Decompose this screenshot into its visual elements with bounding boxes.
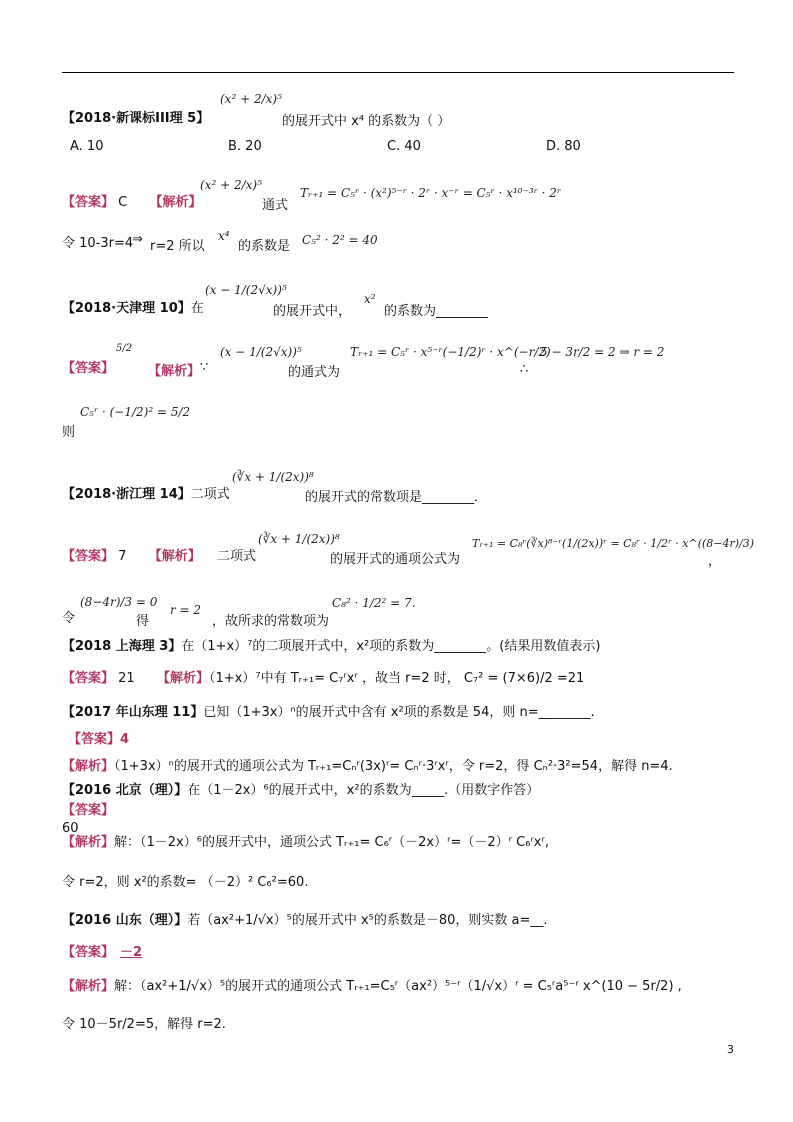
- then-text: 则: [62, 425, 76, 440]
- option-b: B. 20: [228, 139, 262, 154]
- problem-source: 【2018·浙江理 14】: [62, 487, 191, 502]
- analysis-formula: r = 2: [170, 603, 202, 617]
- option-d: D. 80: [546, 139, 581, 154]
- answer-value: 21: [118, 671, 135, 686]
- problem-7-stem: [62, 912, 548, 930]
- problem-3-stem: [62, 486, 230, 504]
- option-a: A. 10: [70, 139, 104, 154]
- analysis-row-2: [62, 235, 133, 253]
- analysis-formula: Tᵣ₊₁ = C₈ʳ(∛x)⁸⁻ʳ(1/(2x))ʳ = C₈ʳ · 1/2ʳ · x^((8−4r)/3): [472, 537, 755, 550]
- analysis-row-2: [62, 1016, 226, 1034]
- analysis-text: r=2 所以: [150, 239, 205, 254]
- analysis-text: ，: [708, 554, 722, 569]
- problem-prefix: 在: [190, 301, 204, 316]
- problem-question: 在（1+x）⁷的二项展开式中，x²项的系数为________。(结果用数值表示): [181, 639, 601, 654]
- analysis-text: 解：（1－2x）⁶的展开式中，通项公式 Tᵣ₊₁= C₆ʳ（－2x）ʳ=（－2）ʳ C₆ʳxʳ,: [114, 835, 549, 850]
- problem-1-stem: [62, 110, 209, 128]
- problem-question: 已知（1+3x）ⁿ的展开式中含有 x²项的系数是 54，则 n=________.: [203, 705, 595, 720]
- analysis-expression: (x − 1/(2√x))⁵: [220, 345, 302, 359]
- analysis-text: 令 r=2，则 x²的系数= （－2）² C₆²=60.: [62, 875, 309, 890]
- analysis-label: 【解析】: [156, 671, 209, 686]
- analysis-text: [62, 424, 75, 442]
- page-number: 3: [727, 1043, 734, 1056]
- analysis-expression: (∛x + 1/(2x))⁸: [258, 532, 340, 546]
- analysis-text: 令 10-3r=4: [62, 236, 134, 251]
- analysis-row: [62, 834, 549, 852]
- answer-value: 4: [120, 732, 130, 747]
- analysis-row-2: [62, 874, 308, 892]
- analysis-formula: 5 − 3r/2 = 2 ⇒ r = 2: [540, 345, 665, 359]
- analysis-text: 令: [62, 611, 76, 626]
- therefore-symbol: ∴: [520, 362, 529, 377]
- problem-source: 【2018·新课标III理 5】: [62, 111, 210, 126]
- analysis-formula: C₈² · 1/2² = 7.: [332, 596, 416, 610]
- implies-symbol: ⇒: [132, 232, 143, 247]
- problem-4-stem: [62, 638, 600, 656]
- header-rule: [62, 72, 734, 73]
- analysis-text: 的系数是: [238, 239, 291, 254]
- answer-value: －2: [120, 945, 143, 960]
- analysis-formula: C₅ʳ · (−1/2)² = 5/2: [80, 405, 191, 419]
- problem-source: 【2016 北京（理）】: [62, 783, 188, 798]
- problem-2-stem: [62, 300, 204, 318]
- answer-label: 【答案】: [62, 803, 115, 818]
- problem-expression: (x − 1/(2√x))⁵: [205, 283, 287, 297]
- problem-expression: (∛x + 1/(2x))⁸: [232, 470, 314, 484]
- answer-row: [68, 731, 129, 749]
- analysis-label: 【解析】: [62, 759, 115, 774]
- answer-row: [62, 802, 114, 820]
- problem-term: x²: [364, 292, 376, 306]
- answer-value: C: [118, 195, 128, 210]
- problem-question: 在（1－2x）⁶的展开式中，x²的系数为_____.（用数字作答）: [187, 783, 540, 798]
- analysis-text: 得: [136, 614, 150, 629]
- answer-row: [62, 548, 256, 566]
- problem-source: 【2018 上海理 3】: [62, 639, 182, 654]
- analysis-text: （1+x）⁷中有 Tᵣ₊₁= C₇ʳxʳ ，故当 r=2 时， C₇² = (7×6)/2 =21: [209, 671, 585, 686]
- analysis-text: 令 10－5r/2=5，解得 r=2.: [62, 1017, 226, 1032]
- analysis-label: 【解析】: [62, 979, 115, 994]
- analysis-text: 解：（ax²+1/√x）⁵的展开式的通项公式 Tᵣ₊₁=C₅ʳ（ax²）⁵⁻ʳ（1/√x）ʳ = C₅ʳa⁵⁻ʳ x^(10 − 5r/2) ,: [114, 979, 682, 994]
- answer-row: [62, 670, 584, 688]
- problem-source: 【2017 年山东理 11】: [62, 705, 204, 720]
- analysis-term: x⁴: [218, 229, 230, 243]
- analysis-label: 【解析】: [148, 549, 201, 564]
- analysis-text: （1+3x）ⁿ的展开式的通项公式为 Tᵣ₊₁=Cₙʳ(3x)ʳ= Cₙʳ·3ʳxʳ，令 r=2，得 Cₙ²·3²=54，解得 n=4.: [114, 759, 673, 774]
- analysis-formula: C₅² · 2² = 40: [302, 233, 378, 247]
- problem-question: 若（ax²+1/√x）⁵的展开式中 x⁵的系数是－80，则实数 a=__.: [187, 913, 548, 928]
- problem-source: 【2016 山东（理）】: [62, 913, 188, 928]
- answer-value: 5/2: [116, 343, 133, 354]
- answer-label: 【答案】: [62, 945, 115, 960]
- analysis-text: 的展开式的通项公式为: [330, 552, 461, 567]
- analysis-formula: Tᵣ₊₁ = C₅ʳ · x⁵⁻ʳ(−1/2)ʳ · x^(−r/2): [350, 345, 551, 359]
- problem-6-stem: [62, 782, 539, 800]
- analysis-label: 【解析】: [62, 835, 115, 850]
- answer-label: 【答案】: [62, 549, 115, 564]
- analysis-text: 通式: [262, 198, 289, 213]
- problem-expression: (x² + 2/x)⁵: [220, 92, 282, 106]
- answer-row: [62, 360, 114, 378]
- because-symbol: ∵: [200, 360, 209, 375]
- analysis-text: 的通式为: [288, 365, 341, 380]
- problem-question-2: 的系数为________: [384, 304, 489, 319]
- analysis-row-2: [62, 610, 75, 628]
- analysis-text: 二项式: [217, 549, 257, 564]
- problem-source: 【2018·天津理 10】: [62, 301, 191, 316]
- problem-question: 的展开式中，: [273, 304, 352, 319]
- problem-prefix: 二项式: [190, 487, 230, 502]
- problem-5-stem: [62, 704, 595, 722]
- analysis-row: [62, 758, 673, 776]
- answer-label: 【答案】: [68, 732, 121, 747]
- analysis-expression: (x² + 2/x)⁵: [200, 178, 262, 192]
- analysis-row: [62, 978, 682, 996]
- answer-value: 7: [118, 549, 127, 564]
- analysis-label: 【解析】: [148, 364, 201, 379]
- analysis-formula: (8−4r)/3 = 0: [80, 595, 158, 609]
- analysis-label: 【解析】: [149, 195, 202, 210]
- analysis-formula: Tᵣ₊₁ = C₅ʳ · (x²)⁵⁻ʳ · 2ʳ · x⁻ʳ = C₅ʳ · x¹⁰⁻³ʳ · 2ʳ: [300, 186, 562, 200]
- answer-label: 【答案】: [62, 671, 115, 686]
- answer-row: [62, 194, 202, 212]
- answer-row: [62, 944, 142, 962]
- problem-question: 的展开式中 x⁴ 的系数为（ ）: [282, 114, 451, 129]
- answer-label: 【答案】: [62, 195, 115, 210]
- answer-value: 60: [62, 821, 79, 836]
- analysis-text: ，故所求的常数项为: [212, 614, 330, 629]
- problem-question: 的展开式的常数项是________．: [305, 490, 488, 505]
- option-c: C. 40: [387, 139, 421, 154]
- answer-label: 【答案】: [62, 361, 115, 376]
